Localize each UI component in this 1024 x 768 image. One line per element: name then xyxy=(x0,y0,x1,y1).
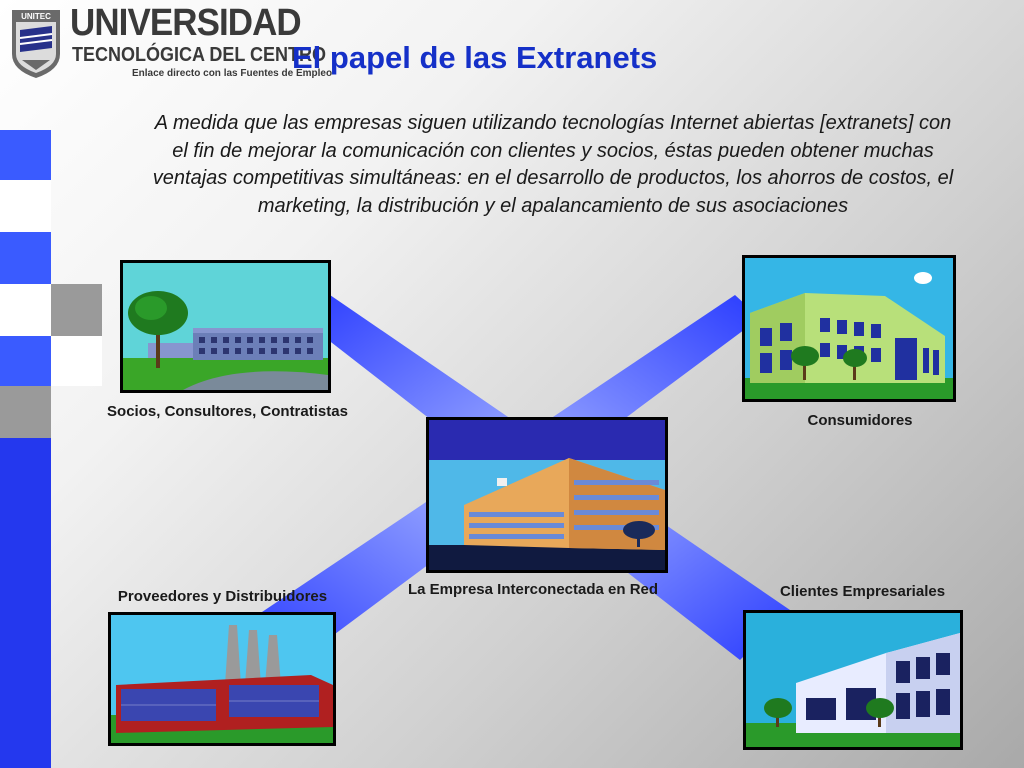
slide-title: El papel de las Extranets xyxy=(292,40,658,75)
consumers-label: Consumidores xyxy=(807,412,913,429)
consumers-image xyxy=(742,255,956,402)
business-clients-image xyxy=(743,610,963,750)
logo-badge: UNITEC xyxy=(21,12,51,21)
logo-subname: TECNOLÓGICA DEL CENTRO xyxy=(72,44,327,66)
business-clients-label: Clientes Empresariales xyxy=(779,583,946,600)
enterprise-image xyxy=(426,417,668,573)
enterprise-label: La Empresa Interconectada en Red xyxy=(407,581,659,598)
suppliers-label: Proveedores y Distribuidores xyxy=(117,588,328,605)
university-shield-logo xyxy=(10,8,62,80)
partners-image xyxy=(120,260,331,393)
partners-label: Socios, Consultores, Contratistas xyxy=(107,403,348,420)
logo-name: UNIVERSIDAD xyxy=(70,2,301,44)
intro-paragraph: A medida que las empresas siguen utilizando tecnologías Internet abiertas [extranets] con el fin de mejorar la comunicación con clientes y socios, éstas pueden obtener muchas ventajas competitivas simultáneas: en el desarrollo de productos, los ahorros de costos, el marketing, la distribución y el apalancamiento de sus asociaciones xyxy=(152,112,954,217)
suppliers-image xyxy=(108,612,336,746)
logo-tagline: Enlace directo con las Fuentes de Empleo xyxy=(132,68,333,79)
